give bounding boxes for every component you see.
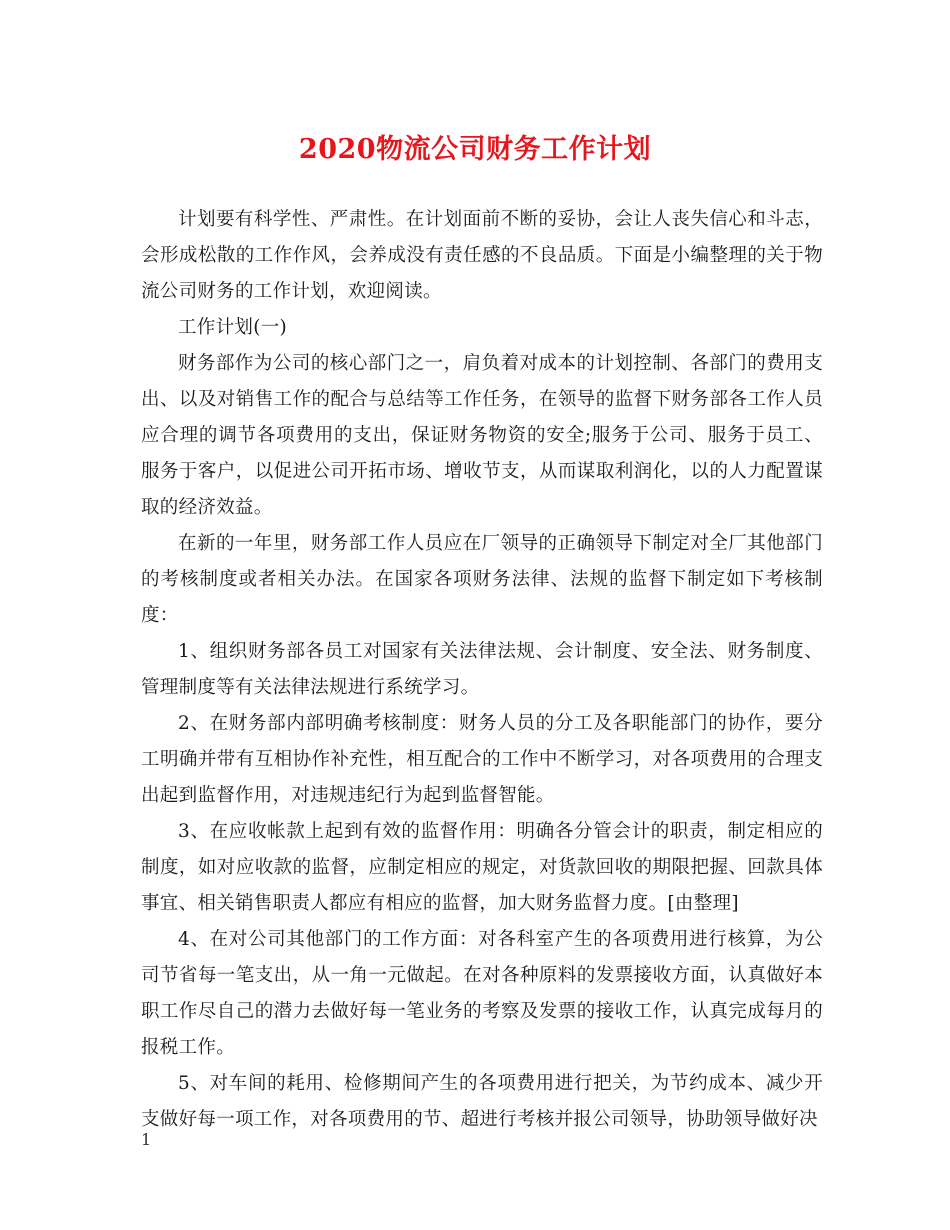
section-heading: 工作计划(一) (178, 317, 288, 338)
body-paragraph: 在新的一年里，财务部工作人员应在厂领导的正确领导下制定对全厂其他部门的考核制度或者相关办法。在国家各项财务法律、法规的监督下制定如下考核制度： (141, 533, 823, 626)
intro-paragraph: 计划要有科学性、严肃性。在计划面前不断的妥协，会让人丧失信心和斗志，会形成松散的工作作风，会养成没有责任感的不良品质。下面是小编整理的关于物流公司财务的工作计划，欢迎阅读。 (141, 209, 823, 302)
list-item-2: 2、在财务部内部明确考核制度：财务人员的分工及各职能部门的协作，要分工明确并带有互相协作补充性，相互配合的工作中不断学习，对各项费用的合理支出起到监督作用，对违规违纪行为起到监督智能。 (141, 713, 823, 806)
list-item-3: 3、在应收帐款上起到有效的监督作用：明确各分管会计的职责，制定相应的制度，如对应收款的监督，应制定相应的规定，对货款回收的期限把握、回款具体事宜、相关销售职责人都应有相应的监督，加大财务监督力度。[由整理] (141, 821, 823, 914)
body-paragraph: 财务部作为公司的核心部门之一，肩负着对成本的计划控制、各部门的费用支出、以及对销售工作的配合与总结等工作任务，在领导的监督下财务部各工作人员应合理的调节各项费用的支出，保证财务物资的安全;服务于公司、服务于员工、服务于客户，以促进公司开拓市场、增收节支，从而谋取利润化，以的人力配置谋取的经济效益。 (141, 353, 823, 518)
list-item-4: 4、在对公司其他部门的工作方面：对各科室产生的各项费用进行核算，为公司节省每一笔支出，从一角一元做起。在对各种原料的发票接收方面，认真做好本职工作尽自己的潜力去做好每一笔业务的考察及发票的接收工作，认真完成每月的报税工作。 (141, 929, 823, 1058)
list-item-1: 1、组织财务部各员工对国家有关法律法规、会计制度、安全法、财务制度、管理制度等有关法律法规进行系统学习。 (141, 641, 823, 698)
document-title: 2020物流公司财务工作计划 (298, 134, 652, 165)
document-body (141, 202, 823, 1138)
page-number: 1 (141, 1130, 152, 1149)
list-item-5: 5、对车间的耗用、检修期间产生的各项费用进行把关，为节约成本、减少开支做好每一项工作，对各项费用的节、超进行考核并报公司领导，协助领导做好决 (141, 1073, 823, 1130)
